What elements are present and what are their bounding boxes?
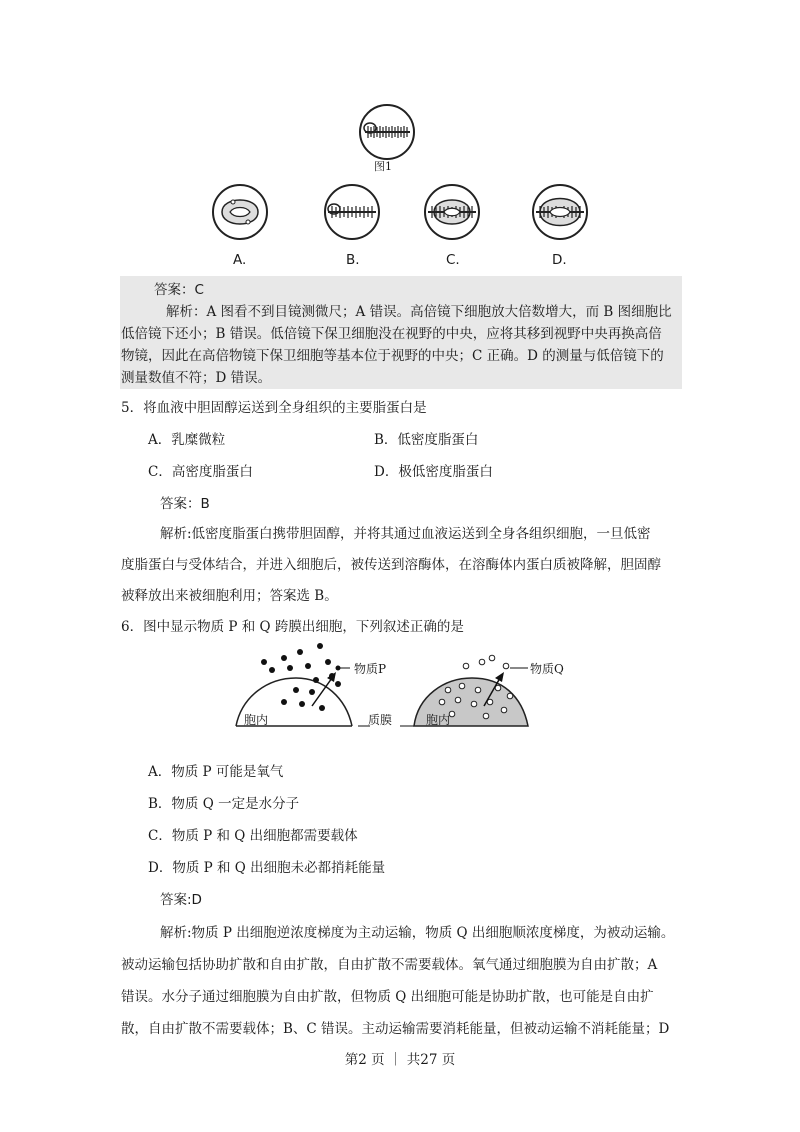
q4-analysis-line: 低倍镜下还小；B 错误。低倍镜下保卫细胞没在视野的中央，应将其移到视野中央再换高倍 <box>121 326 662 342</box>
option-b-view <box>325 185 379 239</box>
figure-1-caption: 图1 <box>374 160 392 173</box>
option-c-view <box>425 185 479 239</box>
q5-stem: 5．将血液中胆固醇运送到全身组织的主要脂蛋白是 <box>121 400 427 416</box>
q5-option-a: A．乳糜微粒 <box>148 432 226 448</box>
q6-option-d: D．物质 P 和 Q 出细胞未必都捎耗能量 <box>148 860 386 876</box>
q5-analysis-line: 解析:低密度脂蛋白携带胆固醇，并将其通过血液运送到全身各组织细胞，一旦低密 <box>160 526 651 542</box>
figure-option-d-label: D. <box>552 252 567 268</box>
q5-analysis-line: 度脂蛋白与受体结合，并进入细胞后，被传送到溶酶体，在溶酶体内蛋白质被降解，胆固醇 <box>121 557 661 573</box>
q6-stem: 6．图中显示物质 P 和 Q 跨膜出细胞，下列叙述正确的是 <box>121 619 464 635</box>
option-d-view <box>533 185 587 239</box>
label-substance-q: 物质Q <box>530 662 564 676</box>
q6-answer: 答案:D <box>160 892 202 908</box>
q4-analysis-line: 测量数值不符；D 错误。 <box>121 370 272 386</box>
q4-analysis-line: 物镜，因此在高倍物镜下保卫细胞等基本位于视野的中央；C 正确。D 的测量与低倍镜下的 <box>121 348 664 364</box>
option-a-view <box>213 185 267 239</box>
q5-answer: 答案：B <box>160 496 210 512</box>
figure-option-a-label: A. <box>233 252 247 268</box>
page-footer: 第2 页 ｜ 共27 页 <box>344 1052 456 1068</box>
q6-analysis-line: 错误。水分子通过细胞膜为自由扩散，但物质 Q 出细胞可能是协助扩散，也可能是自由扩 <box>121 989 654 1005</box>
q6-membrane-figure <box>228 640 568 732</box>
q6-option-a: A．物质 P 可能是氧气 <box>148 764 284 780</box>
q4-answer: 答案：C <box>154 282 204 298</box>
q6-analysis-line: 散，自由扩散不需要载体；B、C 错误。主动运输需要消耗能量，但被动运输不消耗能量；D <box>121 1021 670 1037</box>
figure-option-b-label: B. <box>346 252 360 268</box>
label-membrane: 质膜 <box>368 713 393 727</box>
label-inside-left: 胞内 <box>244 713 269 727</box>
label-inside-right: 胞内 <box>426 713 451 727</box>
q5-option-d: D．极低密度脂蛋白 <box>374 464 493 480</box>
q6-analysis-line: 被动运输包括协助扩散和自由扩散，自由扩散不需要载体。氧气通过细胞膜为自由扩散；A <box>121 957 658 973</box>
q5-option-c: C．高密度脂蛋白 <box>148 464 253 480</box>
figure-option-c-label: C. <box>446 252 460 268</box>
q4-analysis-line: 解析：A 图看不到目镜测微尺；A 错误。高倍镜下细胞放大倍数增大，而 B 图细胞比 <box>166 304 672 320</box>
q5-analysis-line: 被释放出来被细胞利用；答案选 B。 <box>121 588 338 604</box>
q5-option-b: B．低密度脂蛋白 <box>374 432 479 448</box>
label-substance-p: 物质P <box>354 662 387 676</box>
figure-options-row <box>200 178 600 248</box>
q6-option-b: B．物质 Q 一定是水分子 <box>148 796 300 812</box>
q6-analysis-line: 解析:物质 P 出细胞逆浓度梯度为主动运输，物质 Q 出细胞顺浓度梯度，为被动运输。 <box>160 925 675 941</box>
q6-option-c: C．物质 P 和 Q 出细胞都需要载体 <box>148 828 358 844</box>
